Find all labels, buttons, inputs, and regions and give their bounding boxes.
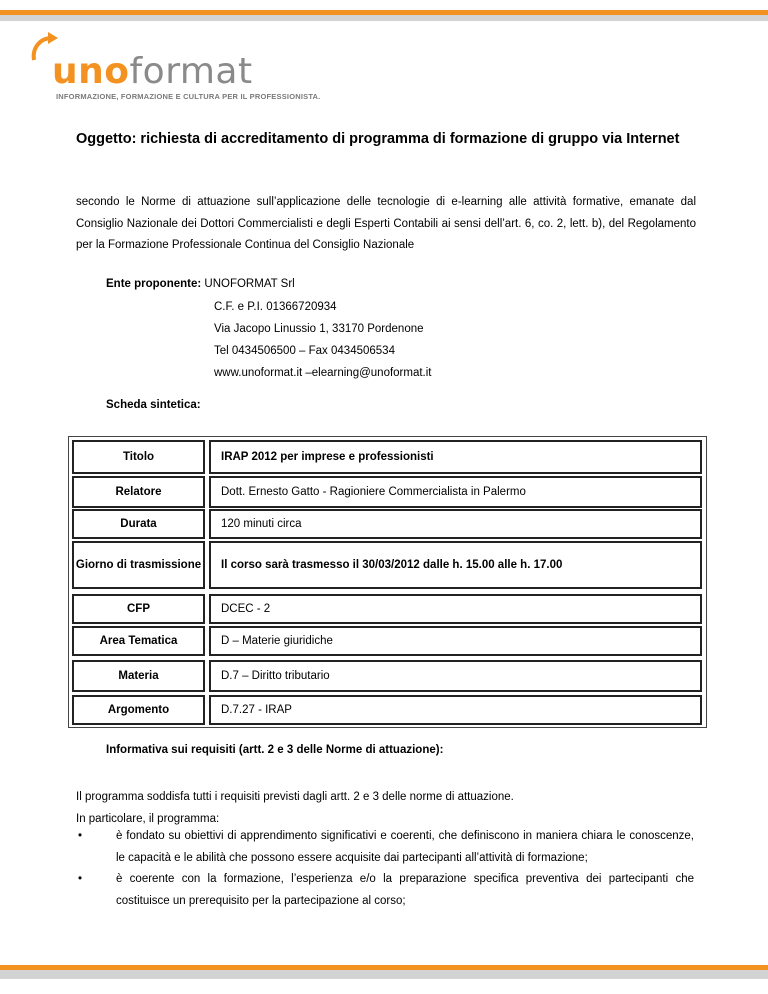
cell-relatore-value: Dott. Ernesto Gatto - Ragioniere Commercialista in Palermo [209,476,702,508]
intro-text: secondo le Norme di attuazione sull’applicazione delle tecnologie di e-learning alle attività formative, emanate dal Consiglio Nazionale dei Dottori Commercialisti e degli Esperti Contabili ai sensi dell’art. 6, co. 2, lett. b), del Regolamento per la Formazione Professionale Continua del Consiglio Nazionale [76,196,696,251]
informativa-heading: Informativa sui requisiti (artt. 2 e 3 delle Norme di attuazione): [106,744,444,756]
logo-tagline: INFORMAZIONE, FORMAZIONE E CULTURA PER IL PROFESSIONISTA. [56,92,321,101]
table-row-materia [69,660,706,692]
cell-titolo-value: IRAP 2012 per imprese e professionisti [209,440,702,474]
bottom-grey-rule [0,970,768,979]
cell-durata-value: 120 minuti circa [209,509,702,539]
cell-area-label: Area Tematica [72,626,205,656]
particolare-line: In particolare, il programma: [76,812,220,825]
bullet-text: è fondato su obiettivi di apprendimento significativi e coerenti, che definiscono in maniera chiara le conoscenze, le capacità e le abilità che possono essere acquisite dai partecipanti all’attività di formazione; [116,830,694,864]
logo-wordmark [52,52,253,92]
ente-address: Via Jacopo Linussio 1, 33170 Pordenone [214,323,424,335]
ente-proponente [106,274,295,296]
bullet-text: è coerente con la formazione, l’esperienza e/o la preparazione specifica preventiva dei partecipanti che costituisce un prerequisito per la partecipazione al corso; [116,873,694,907]
cell-cfp-label: CFP [72,594,205,624]
subject-heading: Oggetto: richiesta di accreditamento di programma di formazione di gruppo via Internet [76,131,680,147]
unoformat-logo [28,30,321,105]
cell-giorno-label: Giorno di trasmissione [72,541,205,589]
bullet-item [76,869,694,912]
cell-materia-value: D.7 – Diritto tributario [209,660,702,692]
table-row-argomento [69,695,706,725]
scheda-heading: Scheda sintetica: [106,399,201,411]
requisiti-bullet-list [76,826,694,912]
logo-word-uno: uno [52,51,130,92]
logo-word-format: format [129,51,253,92]
requisiti-text [76,787,694,830]
table-row-relatore [69,476,706,508]
cell-durata-label: Durata [72,509,205,539]
cell-area-value: D – Materie giuridiche [209,626,702,656]
cell-titolo-label: Titolo [72,440,205,474]
table-row-area [69,626,706,656]
table-row-titolo [69,440,706,474]
ente-web: www.unoformat.it –elearning@unoformat.it [214,367,432,379]
scheda-table [68,436,707,728]
ente-details [214,296,432,384]
top-grey-rule [0,15,768,21]
cell-materia-label: Materia [72,660,205,692]
cell-argomento-label: Argomento [72,695,205,725]
cell-giorno-value: Il corso sarà trasmesso il 30/03/2012 dalle h. 15.00 alle h. 17.00 [209,541,702,589]
cell-argomento-value: D.7.27 - IRAP [209,695,702,725]
ente-label: Ente proponente: [106,278,202,290]
ente-name: UNOFORMAT Srl [204,278,295,290]
ente-cf: C.F. e P.I. 01366720934 [214,301,337,313]
ente-phone: Tel 0434506500 – Fax 0434506534 [214,345,395,357]
table-row-giorno [69,541,706,589]
bullet-dot-icon: • [78,830,83,842]
bullet-item [76,826,694,869]
table-row-durata [69,509,706,539]
requisiti-line: Il programma soddisfa tutti i requisiti previsti dagli artt. 2 e 3 delle norme di attuazione. [76,791,514,803]
intro-paragraph [76,192,696,257]
bullet-dot-icon: • [78,873,83,885]
table-row-cfp [69,594,706,624]
cell-relatore-label: Relatore [72,476,205,508]
cell-cfp-value: DCEC - 2 [209,594,702,624]
